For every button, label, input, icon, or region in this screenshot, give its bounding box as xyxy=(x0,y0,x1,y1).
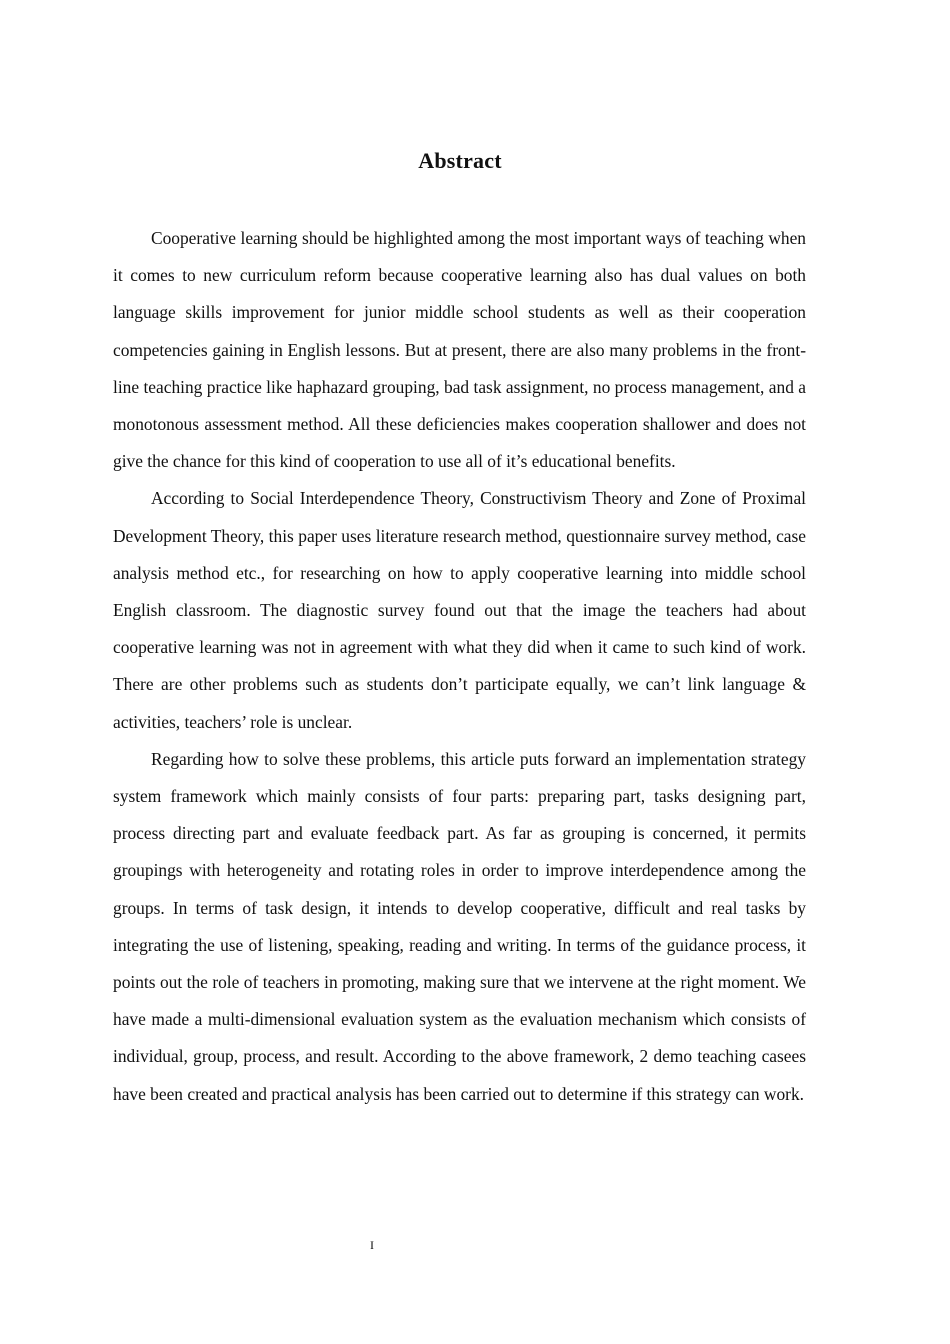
abstract-body xyxy=(113,220,806,1113)
paragraph-1: Cooperative learning should be highlighted among the most important ways of teaching when it comes to new curriculum reform because cooperative learning also has dual values on both language skills improvement for junior middle school students as well as their cooperation competencies gaining in English lessons. But at present, there are also many problems in the front-line teaching practice like haphazard grouping, bad task assignment, no process management, and a monotonous assessment method. All these deficiencies makes cooperation shallower and does not give the chance for this kind of cooperation to use all of it’s educational benefits. xyxy=(113,228,806,472)
abstract-title: Abstract xyxy=(418,148,502,173)
paragraph-2: According to Social Interdependence Theory, Constructivism Theory and Zone of Proximal Development Theory, this paper uses literature research method, questionnaire survey method, case analysis method etc., for researching on how to apply cooperative learning into middle school English classroom. The diagnostic survey found out that the image the teachers had about cooperative learning was not in agreement with what they did when it came to such kind of work. There are other problems such as students don’t participate equally, we can’t link language & activities, teachers’ role is unclear. xyxy=(113,488,806,732)
paragraph-3: Regarding how to solve these problems, this article puts forward an implementation strategy system framework which mainly consists of four parts: preparing part, tasks designing part, process directing part and evaluate feedback part. As far as grouping is concerned, it permits groupings with heterogeneity and rotating roles in order to improve interdependence among the groups. In terms of task design, it intends to develop cooperative, difficult and real tasks by integrating the use of listening, speaking, reading and writing. In terms of the guidance process, it points out the role of teachers in promoting, making sure that we intervene at the right moment. We have made a multi-dimensional evaluation system as the evaluation mechanism which consists of individual, group, process, and result. According to the above framework, 2 demo teaching casees have been created and practical analysis has been carried out to determine if this strategy can work. xyxy=(113,748,806,1104)
page-number: I xyxy=(370,1238,374,1252)
